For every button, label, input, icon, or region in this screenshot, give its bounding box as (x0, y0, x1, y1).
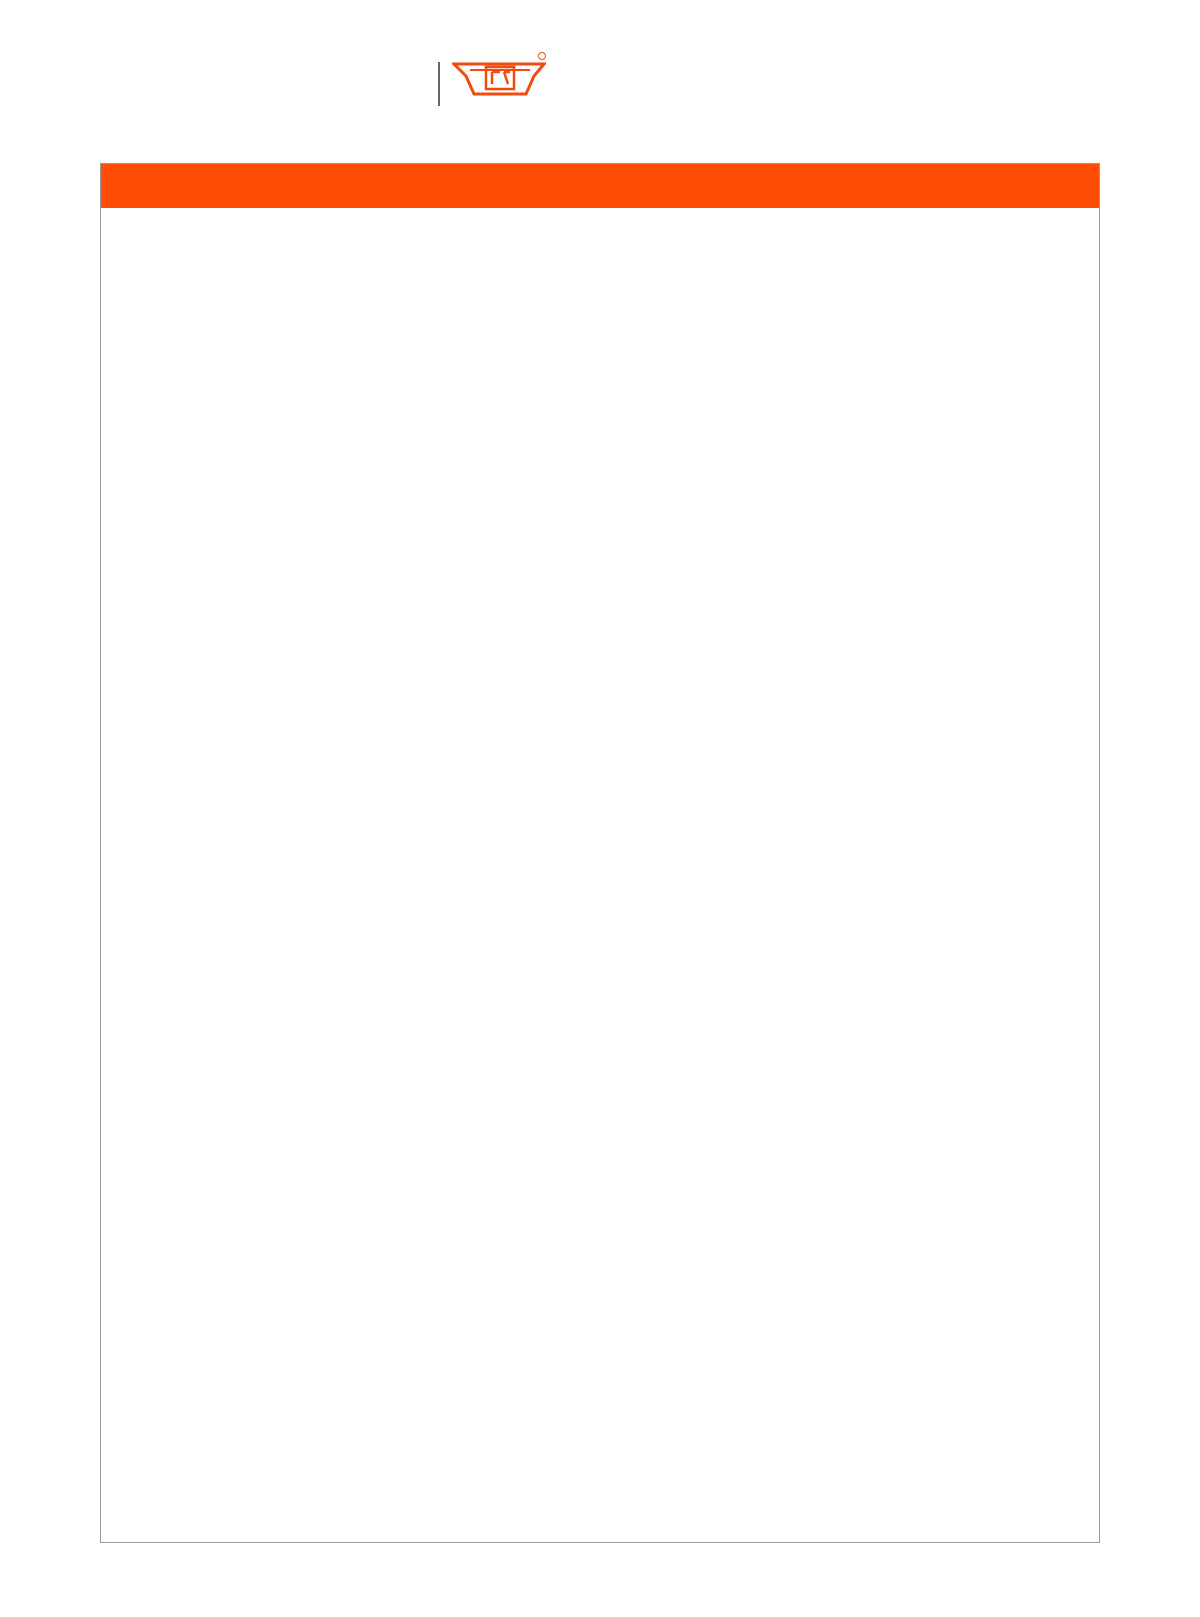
page-header (82, 50, 602, 112)
catalog-title (101, 164, 1099, 208)
brand-logo-icon (452, 50, 546, 110)
header-divider (438, 62, 440, 106)
catalog-grid (101, 208, 1099, 1542)
profile-catalog (100, 163, 1100, 1543)
